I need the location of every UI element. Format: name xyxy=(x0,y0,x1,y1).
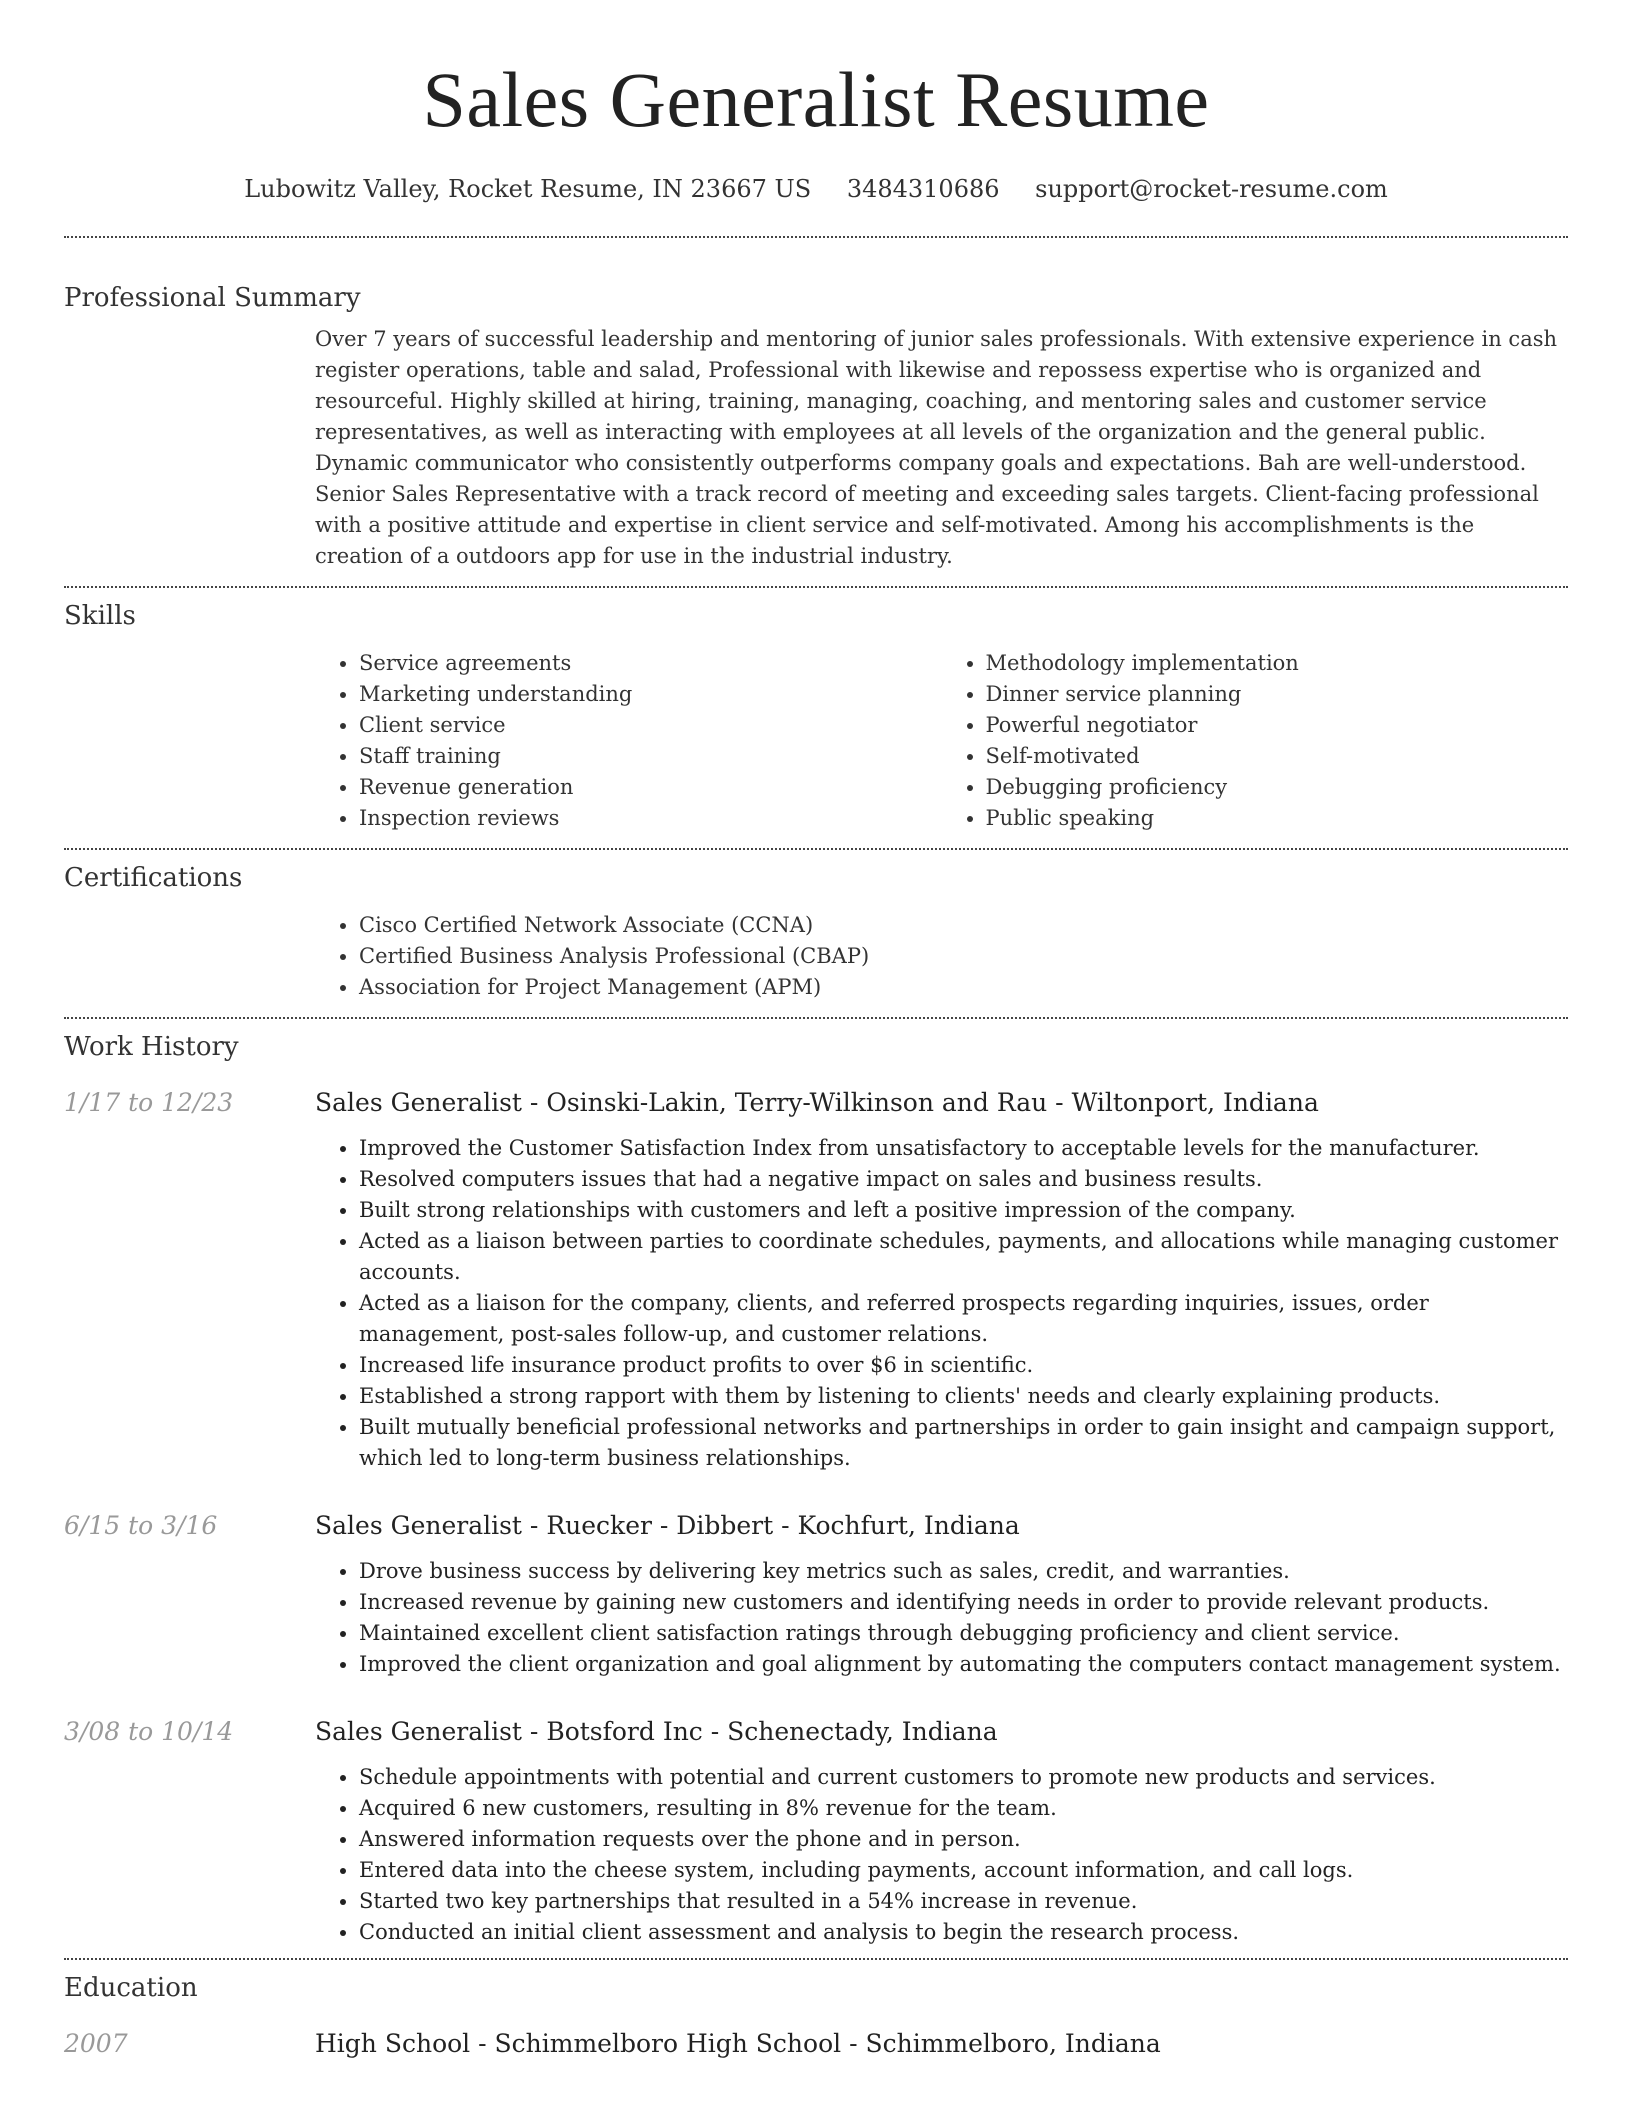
skill-item: • Methodology implementation xyxy=(986,648,1569,679)
job-body xyxy=(315,1510,1568,1680)
education-date: 2007 xyxy=(64,2029,128,2058)
job-bullet: • Conducted an initial client assessment and analysis to begin the research process. xyxy=(359,1917,1568,1948)
resume-title: Sales Generalist Resume xyxy=(422,56,1210,143)
summary-section xyxy=(64,238,1568,586)
job-bullets xyxy=(315,1133,1568,1474)
job-bullet: • Answered information requests over the phone and in person. xyxy=(359,1824,1568,1855)
skill-item: • Client service xyxy=(359,710,942,741)
job-bullet: • Entered data into the cheese system, including payments, account information, and call logs. xyxy=(359,1855,1568,1886)
section-title-skills: Skills xyxy=(64,601,136,631)
job-title: Sales Generalist - Botsford Inc - Schenectady, Indiana xyxy=(315,1717,998,1746)
job-date: 3/08 to 10/14 xyxy=(64,1717,234,1746)
job-bullet: • Drove business success by delivering key metrics such as sales, credit, and warranties. xyxy=(359,1556,1568,1587)
job-bullet: • Acted as a liaison for the company, clients, and referred prospects regarding inquiries, issues, order management, post-sales follow-up, and customer relations. xyxy=(359,1288,1568,1350)
certification-item: • Cisco Certified Network Associate (CCNA) xyxy=(359,910,1568,941)
job-date: 1/17 to 12/23 xyxy=(64,1088,234,1117)
skills-columns xyxy=(315,648,1568,848)
skill-item: • Marketing understanding xyxy=(359,679,942,710)
job-entry xyxy=(64,1087,1568,1474)
job-bullet: • Increased life insurance product profits to over $6 in scientific. xyxy=(359,1350,1568,1381)
section-title-education: Education xyxy=(64,1973,198,2003)
resume-page xyxy=(64,0,1568,2060)
contact-email: support@rocket-resume.com xyxy=(1035,175,1388,203)
job-title: Sales Generalist - Ruecker - Dibbert - Kochfurt, Indiana xyxy=(315,1511,1020,1540)
skill-item: • Powerful negotiator xyxy=(986,710,1569,741)
skill-item: • Revenue generation xyxy=(359,772,942,803)
education-section xyxy=(64,1960,1568,2060)
job-bullets xyxy=(315,1556,1568,1680)
job-body xyxy=(315,1087,1568,1474)
job-entry xyxy=(64,1716,1568,1948)
skill-item: • Public speaking xyxy=(986,803,1569,834)
job-bullet: • Established a strong rapport with them by listening to clients' needs and clearly explaining products. xyxy=(359,1381,1568,1412)
certification-item: • Certified Business Analysis Professional (CBAP) xyxy=(359,941,1568,972)
work-section xyxy=(64,1019,1568,1948)
skills-list-left xyxy=(315,648,942,834)
certifications-list xyxy=(315,910,1568,1003)
skill-item: • Staff training xyxy=(359,741,942,772)
job-bullet: • Schedule appointments with potential and current customers to promote new products and services. xyxy=(359,1762,1568,1793)
section-title-summary: Professional Summary xyxy=(64,283,361,313)
job-title: Sales Generalist - Osinski-Lakin, Terry-Wilkinson and Rau - Wiltonport, Indiana xyxy=(315,1088,1319,1117)
job-bullet: • Improved the client organization and goal alignment by automating the computers contact management system. xyxy=(359,1649,1568,1680)
job-bullets xyxy=(315,1762,1568,1948)
job-entry xyxy=(64,1510,1568,1680)
job-bullet: • Increased revenue by gaining new customers and identifying needs in order to provide relevant products. xyxy=(359,1587,1568,1618)
contact-address: Lubowitz Valley, Rocket Resume, IN 23667 US xyxy=(244,175,812,203)
skill-item: • Debugging proficiency xyxy=(986,772,1569,803)
education-title: High School - Schimmelboro High School - Schimmelboro, Indiana xyxy=(315,2029,1161,2058)
certifications-content xyxy=(315,910,1568,1017)
skills-section xyxy=(64,588,1568,848)
job-bullet: • Maintained excellent client satisfaction ratings through debugging proficiency and client service. xyxy=(359,1618,1568,1649)
skill-item: • Self-motivated xyxy=(986,741,1569,772)
contact-phone: 3484310686 xyxy=(846,175,1000,203)
job-bullet: • Built mutually beneficial professional networks and partnerships in order to gain insight and campaign support, which led to long-term business relationships. xyxy=(359,1412,1568,1474)
skill-item: • Service agreements xyxy=(359,648,942,679)
section-title-work: Work History xyxy=(64,1032,239,1062)
job-bullet: • Acquired 6 new customers, resulting in 8% revenue for the team. xyxy=(359,1793,1568,1824)
work-history-list xyxy=(64,1087,1568,1948)
job-bullet: • Acted as a liaison between parties to coordinate schedules, payments, and allocations while managing customer accounts. xyxy=(359,1226,1568,1288)
education-list xyxy=(64,2028,1568,2060)
summary-text: Over 7 years of successful leadership and mentoring of junior sales professionals. With extensive experience in cash register operations, table and salad, Professional with likewise and repossess expertise who is organized and resourceful. Highly skilled at hiring, training, managing, coaching, and mentoring sales and customer service representatives, as well as interacting with employees at all levels of the organization and the general public. Dynamic communicator who consistently outperforms company goals and expectations. Bah are well-understood. Senior Sales Representative with a track record of meeting and exceeding sales targets. Client-facing professional with a positive attitude and expertise in client service and self-motivated. Among his accomplishments is the creation of a outdoors app for use in the industrial industry. xyxy=(315,327,1558,568)
certifications-section xyxy=(64,850,1568,1017)
job-bullet: • Resolved computers issues that had a negative impact on sales and business results. xyxy=(359,1164,1568,1195)
section-title-certifications: Certifications xyxy=(64,863,243,893)
certification-item: • Association for Project Management (APM) xyxy=(359,972,1568,1003)
skill-item: • Dinner service planning xyxy=(986,679,1569,710)
job-bullet: • Built strong relationships with customers and left a positive impression of the company. xyxy=(359,1195,1568,1226)
job-bullet: • Started two key partnerships that resulted in a 54% increase in revenue. xyxy=(359,1886,1568,1917)
job-body xyxy=(315,1716,1568,1948)
skill-item: • Inspection reviews xyxy=(359,803,942,834)
contact-line xyxy=(64,174,1568,204)
education-entry xyxy=(64,2028,1568,2060)
job-date: 6/15 to 3/16 xyxy=(64,1511,218,1540)
skills-list-right xyxy=(942,648,1569,834)
job-bullet: • Improved the Customer Satisfaction Index from unsatisfactory to acceptable levels for the manufacturer. xyxy=(359,1133,1568,1164)
